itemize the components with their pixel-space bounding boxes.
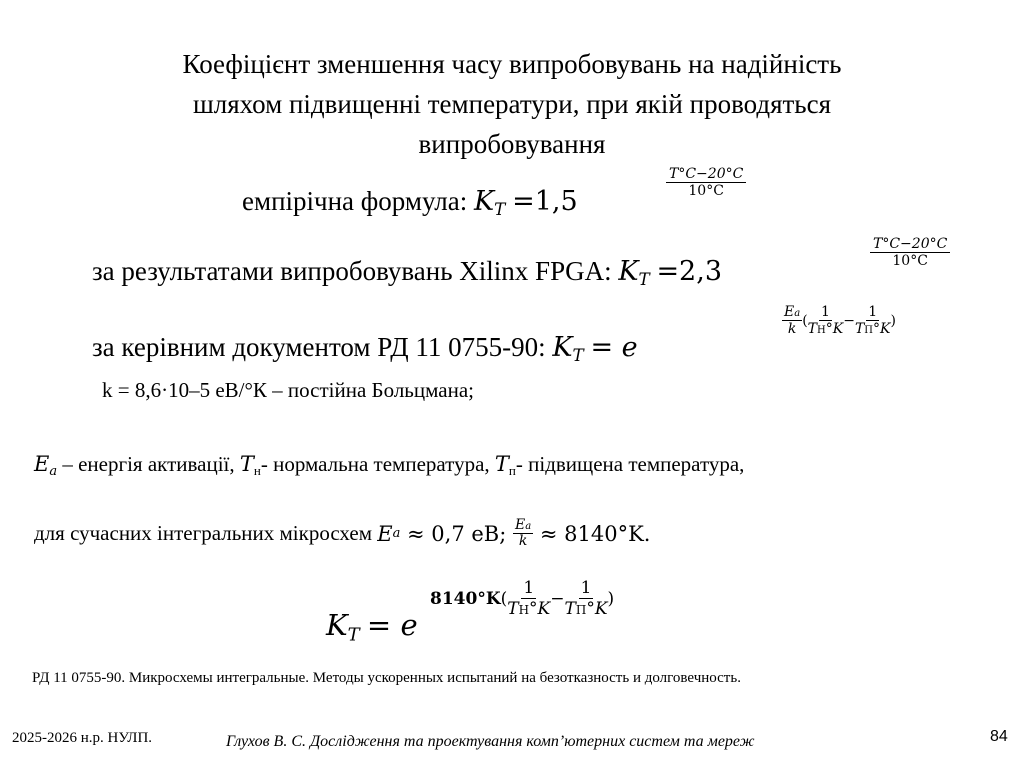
rd-lhs-sub: T [572,345,584,366]
final-exp-const: 8140°K [430,588,501,609]
modern-ea: E [377,521,393,546]
footer-author: Глухов В. С. Дослідження та проектування комп’ютерних систем та мереж [226,733,755,750]
final-exp-frac-n [507,578,550,619]
slide-title [0,44,1024,164]
rd-eq: = e [590,332,638,363]
title-line-3: випробовування [418,129,606,159]
rd-exp-ea-over-k [782,304,802,337]
modern-text: для сучасних інтегральних мікросхем [34,521,378,546]
rd-exp-tp-sub: П [864,325,874,336]
xilinx-exp-num: T°C−20°C [873,236,948,252]
empirical-lhs-sub: T [494,199,506,220]
xilinx-exp-den: 10°C [892,253,928,269]
def-ea-sub: a [49,463,58,479]
final-exp-tn-sub: Н [518,603,530,617]
final-exp-tp: T [564,599,576,619]
final-exp-frac-p [565,578,608,619]
rd-exp-tn: T [807,321,818,337]
rd-exp-tp: T [854,321,865,337]
final-exp-one-p: 1 [580,578,592,598]
xilinx-formula [92,256,722,289]
modern-frac-num-sub: a [525,521,532,532]
empirical-formula [242,186,578,219]
def-ea: E [34,452,50,476]
def-tn-sub: н [253,462,261,478]
modern-line [34,518,650,550]
final-exp-unit-p: °K [586,599,608,619]
modern-frac [513,518,533,550]
modern-frac-den: k [518,533,528,550]
rd-exp-ea: E [784,304,795,320]
final-exp-tp-sub: П [575,603,587,617]
rd-label: за керівним документом РД 11 0755-90: [92,332,546,362]
title-line-1: Коефіцієнт зменшення часу випробовувань на надійність [182,49,842,79]
page-number: 84 [990,728,1008,745]
final-lhs-sub: T [347,624,360,646]
final-exp-unit-n: °K [529,599,551,619]
rd-exp-minus: − [843,312,855,329]
final-exp-close-paren: ) [607,588,615,609]
reference-note: РД 11 0755-90. Микросхемы интегральные. Методы ускоренных испытаний на безотказность и долговечность. [32,670,741,686]
modern-frac-num: E [515,517,526,533]
rd-exp-unit-p: °K [873,321,891,337]
title-line-2: шляхом підвищенні температури, при якій проводяться [192,89,832,119]
rd-exp-unit-n: °K [825,321,844,337]
definitions-line [34,452,744,479]
final-exp-one-n: 1 [523,578,535,598]
final-formula [326,608,418,645]
rd-exp-frac-p [855,304,891,337]
def-tn: T [239,452,254,476]
final-exponent [430,578,614,619]
empirical-lhs: K [473,186,495,217]
empirical-label: емпірічна формула: [242,186,468,216]
empirical-exp-num: T°C−20°C [669,166,744,182]
final-lhs: K [326,608,348,642]
final-eq: = e [366,608,418,642]
xilinx-lhs: K [618,256,639,287]
final-exp-open-paren: ( [500,588,508,609]
modern-approx-2: ≈ 8140°K. [533,521,651,546]
def-tp-sub: п [508,462,516,478]
empirical-exponent [666,166,746,199]
rd-exp-one-p: 1 [868,304,878,320]
rd-exp-frac-n [808,304,844,337]
rd-exponent [782,304,896,337]
xilinx-exponent [870,236,950,269]
final-exp-minus: − [550,588,565,609]
rd-formula [92,332,638,365]
modern-ea-sub: a [392,526,401,542]
empirical-eq: =1,5 [512,186,578,217]
xilinx-eq: =2,3 [656,256,722,287]
rd-exp-ea-sub: a [794,308,801,319]
rd-exp-close-paren: ) [890,312,896,329]
rd-exp-k: k [787,321,797,337]
xilinx-lhs-sub: T [638,269,650,290]
footer-year: 2025-2026 н.р. НУЛП. [12,730,153,746]
modern-approx-1: ≈ 0,7 еВ; [400,521,513,546]
def-text-normal: - нормальна температура, [260,452,495,476]
boltzmann-line: k = 8,6·10–5 еВ/°К – постійна Больцмана; [102,378,474,402]
empirical-exp-den: 10°C [688,183,724,199]
rd-exp-open-paren: ( [802,312,808,329]
def-tp: T [494,452,509,476]
xilinx-label: за результатами випробовувань Xilinx FPGA: [92,256,612,286]
def-text-activation: – енергія активації, [57,452,240,476]
rd-lhs: K [552,332,573,363]
final-exp-tn: T [507,599,519,619]
rd-exp-tn-sub: Н [817,325,826,336]
rd-exp-one-n: 1 [820,304,830,320]
def-text-raised: - підвищена температура, [515,452,745,476]
